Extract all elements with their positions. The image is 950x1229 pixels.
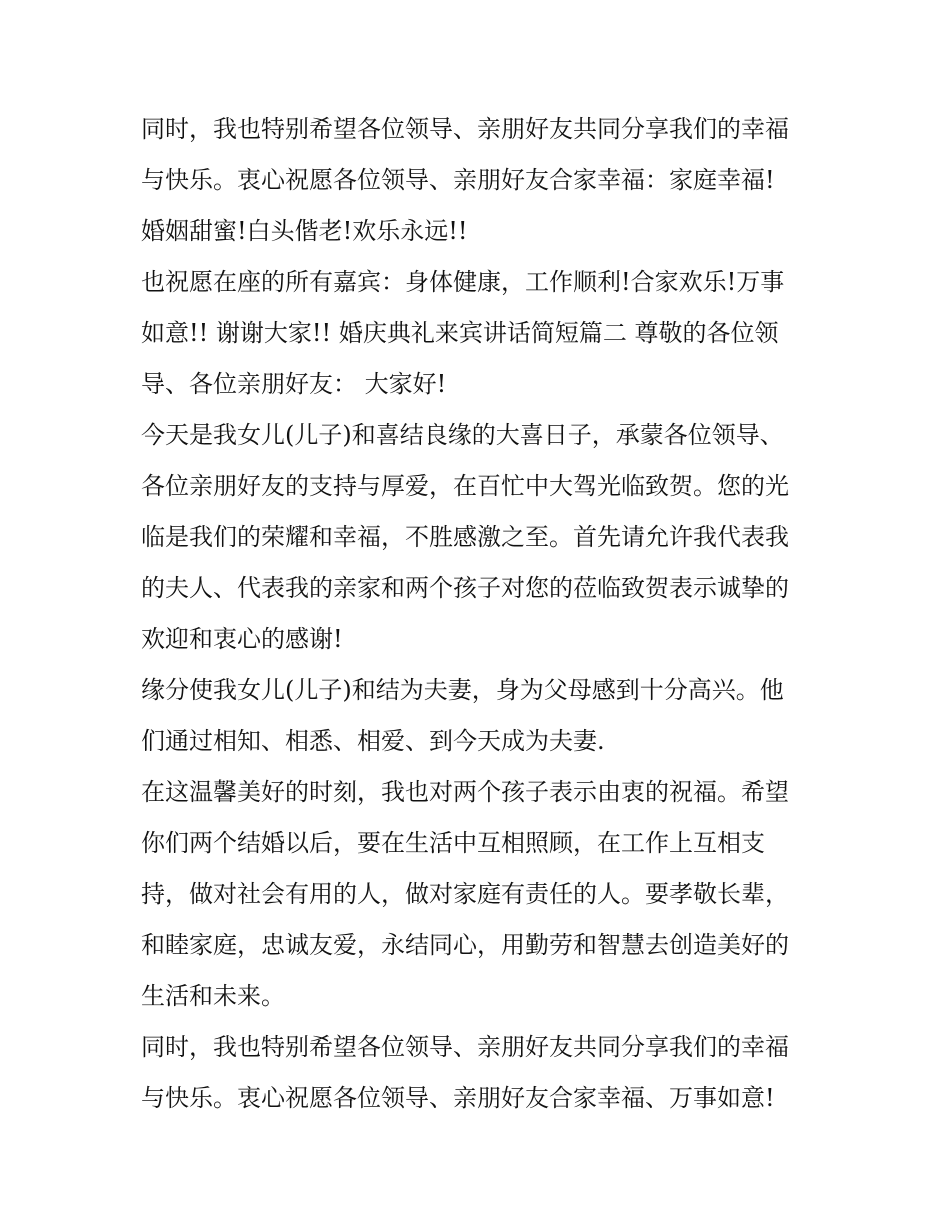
text-line: 的夫人、代表我的亲家和两个孩子对您的莅临致贺表示诚挚的 (141, 574, 789, 602)
text-line: 缘分使我女儿(儿子)和结为夫妻，身为父母感到十分高兴。他 (141, 676, 784, 704)
text-line: 今天是我女儿(儿子)和喜结良缘的大喜日子，承蒙各位领导、 (141, 421, 784, 449)
text-line: 同时，我也特别希望各位领导、亲朋好友共同分享我们的幸福 (141, 1033, 789, 1061)
text-line: 你们两个结婚以后，要在生活中互相照顾，在工作上互相支 (141, 829, 765, 857)
text-line: 和睦家庭，忠诚友爱，永结同心，用勤劳和智慧去创造美好的 (141, 931, 789, 959)
body-text (141, 104, 821, 1124)
text-line: 们通过相知、相悉、相爱、到今天成为夫妻. (141, 727, 605, 755)
text-line: 同时，我也特别希望各位领导、亲朋好友共同分享我们的幸福 (141, 115, 789, 143)
text-line: 欢迎和衷心的感谢! (141, 625, 343, 653)
text-line: 婚姻甜蜜!白头偕老!欢乐永远!! (141, 217, 468, 245)
text-line: 在这温馨美好的时刻，我也对两个孩子表示由衷的祝福。希望 (141, 778, 789, 806)
text-line: 各位亲朋好友的支持与厚爱，在百忙中大驾光临致贺。您的光 (141, 472, 789, 500)
text-line: 与快乐。衷心祝愿各位领导、亲朋好友合家幸福：家庭幸福! (141, 166, 775, 194)
text-line: 导、各位亲朋好友： 大家好! (141, 370, 447, 398)
text-line: 生活和未来。 (141, 982, 285, 1010)
text-line: 与快乐。衷心祝愿各位领导、亲朋好友合家幸福、万事如意! (141, 1084, 775, 1112)
text-line: 如意!! 谢谢大家!! 婚庆典礼来宾讲话简短篇二 尊敬的各位领 (141, 319, 779, 347)
text-line: 也祝愿在座的所有嘉宾：身体健康，工作顺利!合家欢乐!万事 (141, 268, 785, 296)
text-line: 临是我们的荣耀和幸福，不胜感激之至。首先请允许我代表我 (141, 523, 789, 551)
text-line: 持，做对社会有用的人，做对家庭有责任的人。要孝敬长辈， (141, 880, 789, 908)
